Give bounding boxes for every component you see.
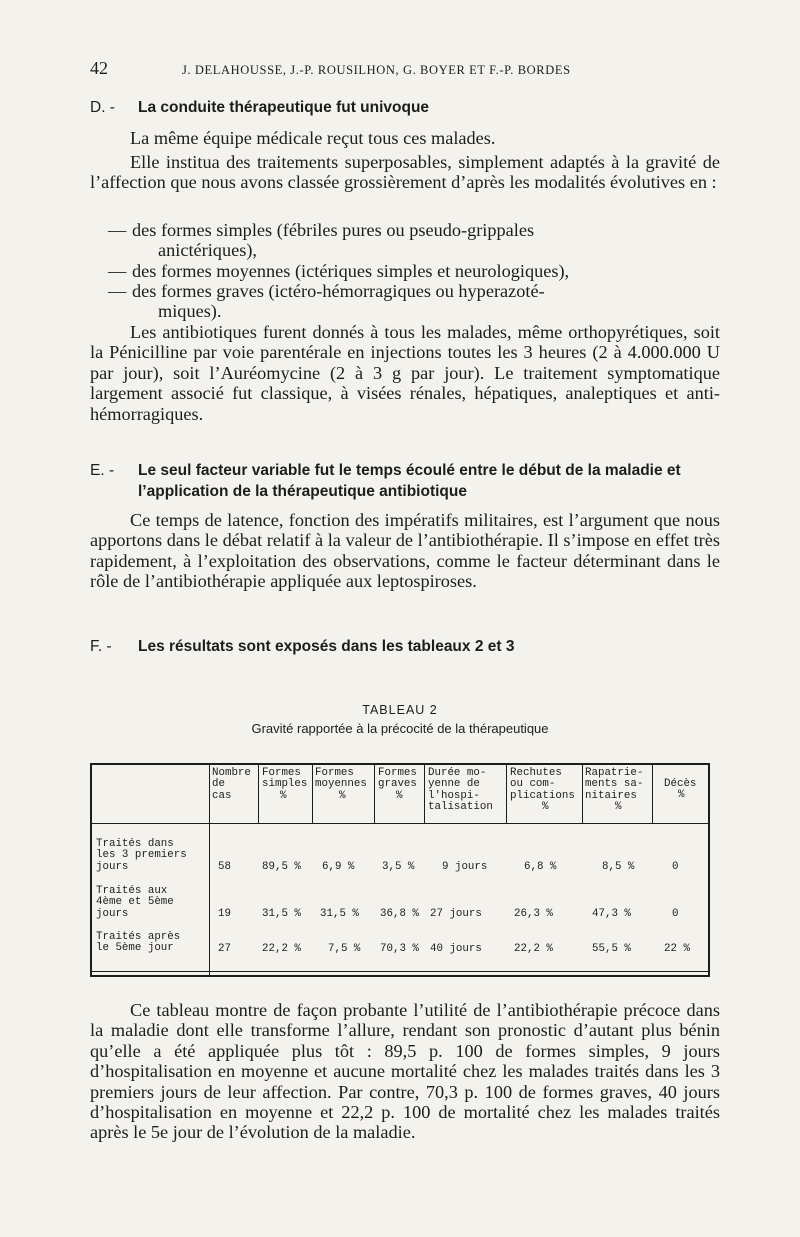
header-line: nitaires <box>585 789 637 802</box>
header-line: graves <box>378 778 417 791</box>
row-label-line: Traités aux <box>96 885 168 897</box>
column-header-nombre <box>212 768 251 802</box>
header-line: Durée mo- <box>428 767 487 779</box>
table-subtitle: Gravité rapportée à la précocité de la thérapeutique <box>251 721 549 736</box>
row-label-line: Traités dans <box>96 838 174 850</box>
section-d-paragraph-1: La même équipe médicale reçut tous ces malades. <box>130 128 496 148</box>
list-item-text: des formes moyennes (ictériques simples et neurologiques), <box>132 261 570 281</box>
row-label-line: 4ème et 5ème <box>96 896 174 909</box>
section-f-letter: F. - <box>90 638 112 655</box>
header-line: % <box>339 789 346 802</box>
column-header-formes-moyennes <box>315 768 367 802</box>
section-e-letter: E. - <box>90 462 115 479</box>
header-line: cas <box>212 789 232 802</box>
column-divider <box>258 765 259 823</box>
table-cell: 19 <box>218 908 231 920</box>
column-divider <box>209 765 210 975</box>
data-table <box>90 763 710 977</box>
table-row-label <box>96 932 180 955</box>
table-cell: 31,5 % <box>262 908 301 920</box>
header-line: talisation <box>428 801 493 814</box>
column-header-deces <box>664 779 696 802</box>
list-item-continuation: miques). <box>158 301 222 322</box>
page-number: 42 <box>90 58 108 78</box>
section-d-paragraph-3: Les antibiotiques furent donnés à tous les malades, même orthopyrétiques, soit la Pénicilline par voie parentérale en injections toutes les 3 heures (2 à 4.000.000 U par jour), soit l’Auréomycine (2 à 3 g par jour). Le traitement symptomatique largement associé fut classique, à visées rénales, hépatiques, analeptiques et anti-hémorragiques. <box>90 322 720 424</box>
list-item-text: des formes graves (ictéro-hémorragiques ou hyperazoté- <box>132 281 545 301</box>
dash-mark: — <box>108 281 127 301</box>
table-title: TABLEAU 2 <box>362 703 438 717</box>
table-cell: 0 <box>672 861 679 873</box>
header-line: ments sa- <box>585 778 644 791</box>
header-divider <box>92 823 708 824</box>
list-item <box>108 220 720 261</box>
header-line: Nombre <box>212 767 251 779</box>
table-cell: 22,2 % <box>262 943 301 955</box>
section-d-paragraph-2: Elle institua des traitements superposables, simplement adaptés à la gravité de l’affection que nous avons classée grossièrement d’après les modalités évolutives en : <box>90 152 720 193</box>
list-item-text: des formes simples (fébriles pures ou pseudo-grippales <box>132 220 535 240</box>
column-divider <box>312 765 313 823</box>
column-header-formes-graves <box>378 768 417 802</box>
running-head: J. DELAHOUSSE, J.-P. ROUSILHON, G. BOYER ET F.-P. BORDES <box>182 63 571 77</box>
section-f-title: Les résultats sont exposés dans les tableaux 2 et 3 <box>138 638 515 655</box>
header-line: % <box>542 801 549 814</box>
table-cell: 55,5 % <box>592 943 631 955</box>
table-cell: 8,5 % <box>602 861 635 873</box>
header-line: de <box>212 778 225 791</box>
header-line: % <box>280 789 287 802</box>
list-item <box>108 261 720 281</box>
header-line: Formes <box>262 767 301 779</box>
section-d-letter: D. - <box>90 99 115 116</box>
column-header-formes-simples <box>262 768 307 802</box>
header-line: Formes <box>378 767 417 779</box>
row-label-line: Traités après <box>96 931 181 943</box>
column-divider <box>374 765 375 823</box>
table-cell: 58 <box>218 861 231 873</box>
header-line: % <box>396 789 403 802</box>
header-line: % <box>678 789 685 802</box>
section-e-paragraph-1: Ce temps de latence, fonction des impératifs militaires, est l’argument que nous apportons dans le débat relatif à la valeur de l’antibiothérapie. Il s’impose en effet très rapidement, à l’exploitation des observations, comme le facteur déterminant dans le rôle de l’antibiothérapie appliquée aux leptospiroses. <box>90 510 720 592</box>
column-divider <box>506 765 507 823</box>
table-cell: 70,3 % <box>380 943 419 955</box>
header-line: Rechutes <box>510 767 562 779</box>
dash-mark: — <box>108 261 127 281</box>
list-item <box>108 281 720 322</box>
table-cell: 47,3 % <box>592 908 631 920</box>
header-line: % <box>615 801 622 814</box>
table-row-label <box>96 839 187 873</box>
column-divider <box>424 765 425 823</box>
row-label-line: jours <box>96 860 129 873</box>
header-line: Formes <box>315 767 354 779</box>
table-cell: 26,3 % <box>514 908 553 920</box>
table-cell: 22,2 % <box>514 943 553 955</box>
bottom-divider <box>92 971 708 972</box>
row-label-line: les 3 premiers <box>96 849 187 862</box>
table-cell: 89,5 % <box>262 861 301 873</box>
column-header-duree <box>428 768 493 814</box>
list-item-continuation: anictériques), <box>158 240 257 261</box>
table-row-label <box>96 886 174 920</box>
table-cell: 7,5 % <box>328 943 361 955</box>
row-label-line: jours <box>96 907 129 920</box>
column-divider <box>582 765 583 823</box>
row-label-line: le 5ème jour <box>96 942 174 955</box>
conclusion-paragraph: Ce tableau montre de façon probante l’utilité de l’antibiothérapie précoce dans la maladie dont elle transforme l’allure, rendant son pronostic d’autant plus bénin qu’elle a été appliquée plus tôt : 89,5 p. 100 de formes simples, 9 jours d’hospitalisation en moyenne et aucune mortalité chez les malades traités dans les 3 premiers jours de leur affection. Par contre, 70,3 p. 100 de formes graves, 40 jours d’hospitalisation en moyenne et 22,2 p. 100 de mortalité chez les malades traités après le 5e jour de l’évolution de la maladie. <box>90 1000 720 1143</box>
header-line: Décès <box>664 778 697 790</box>
header-line: Rapatrie- <box>585 767 644 779</box>
table-cell: 3,5 % <box>382 861 415 873</box>
dash-mark: — <box>108 220 127 240</box>
section-e-title: Le seul facteur variable fut le temps écoulé entre le début de la maladie et l’application de la thérapeutique antibiotique <box>138 462 681 500</box>
section-d-title: La conduite thérapeutique fut univoque <box>138 99 430 116</box>
table-cell: 6,9 % <box>322 861 355 873</box>
table-cell: 6,8 % <box>524 861 557 873</box>
header-line: simples <box>262 778 308 791</box>
table-cell: 9 jours <box>442 861 488 873</box>
header-line: l'hospi- <box>428 789 480 802</box>
header-line: yenne de <box>428 778 480 791</box>
table-cell: 27 <box>218 943 231 955</box>
column-divider <box>652 765 653 823</box>
column-header-rapatriements <box>585 768 643 814</box>
table-cell: 36,8 % <box>380 908 419 920</box>
table-cell: 31,5 % <box>320 908 359 920</box>
table-cell: 40 jours <box>430 943 482 955</box>
page-header <box>90 58 710 82</box>
column-header-rechutes <box>510 768 575 814</box>
table-cell: 0 <box>672 908 679 920</box>
header-line: ou com- <box>510 778 556 791</box>
table-cell: 22 % <box>664 943 690 955</box>
header-line: moyennes <box>315 778 367 791</box>
table-cell: 27 jours <box>430 908 482 920</box>
header-line: plications <box>510 789 575 802</box>
